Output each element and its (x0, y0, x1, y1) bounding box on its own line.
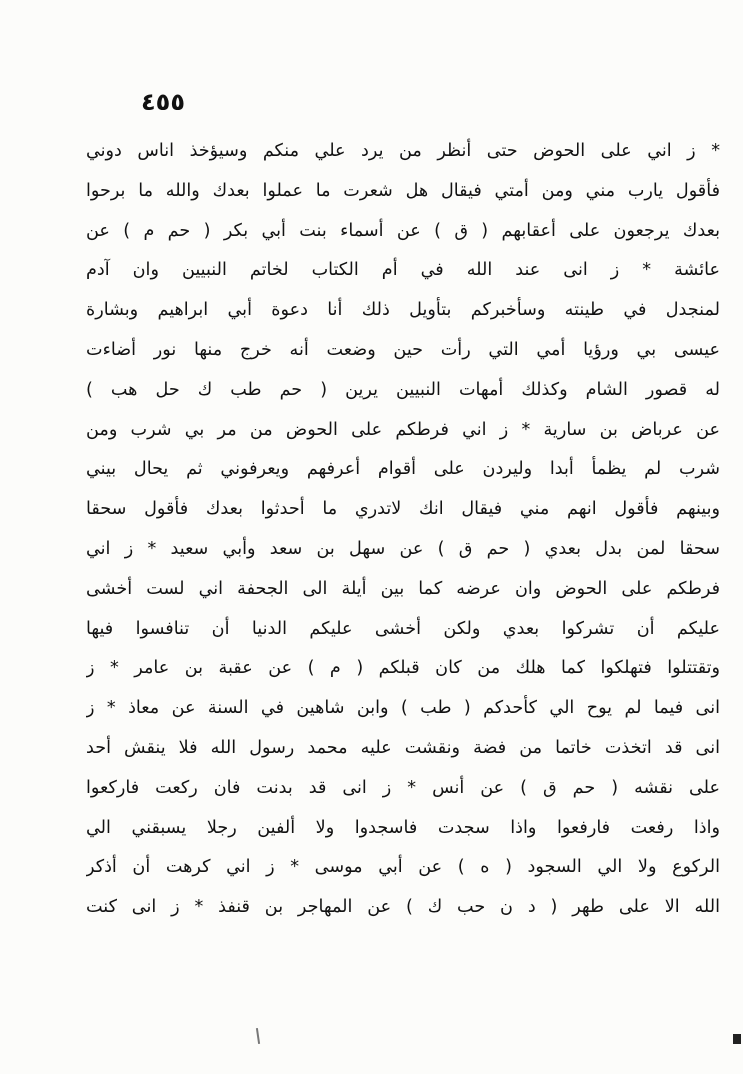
text-line: سحقا لمن بدل بعدي ( حم ق ) عن سهل بن سعد وأبي سعيد * ز اني (86, 538, 720, 559)
text-line: فأقول يارب مني ومن أمتي فيقال هل شعرت ما عملوا بعدك والله ما برحوا (86, 180, 720, 201)
text-line: وتقتتلوا فتهلكوا كما هلك من كان قبلكم ( م ) عن عقبة بن عامر * ز (86, 658, 720, 679)
text-line: عيسى بي ورؤيا أمي التي رأت حين وضعت أنه خرج منها نور أضاءت (86, 339, 720, 360)
text-line: فرطكم على الحوض وان عرضه كما بين أيلة الى الجحفة اني لست أخشى (86, 578, 720, 599)
text-line: على نقشه ( حم ق ) عن أنس * ز انى قد بدنت فان ركعت فاركعوا (86, 777, 720, 798)
text-line: عليكم أن تشركوا بعدي ولكن أخشى عليكم الدنيا أن تنافسوا فيها (86, 618, 720, 639)
text-line: شرب لم يظمأ أبدا وليردن على أقوام أعرفهم ويعرفوني ثم يحال بيني (86, 459, 720, 480)
text-line: الله الا على طهر ( د ن حب ك ) عن المهاجر بن قنفذ * ز انى كنت (86, 897, 720, 918)
text-line: بعدك يرجعون على أعقابهم ( ق ) عن أسماء بنت أبي بكر ( حم م ) عن (86, 220, 720, 241)
text-line: لمنجدل في طينته وسأخبركم بتأويل ذلك أنا دعوة أبي ابراهيم وبشارة (86, 300, 720, 321)
body-text (86, 132, 720, 928)
text-line: عائشة * ز انى عند الله في أم الكتاب لخاتم النبيين وان آدم (86, 260, 720, 281)
text-line: الركوع ولا الي السجود ( ه ) عن أبي موسى * ز اني كرهت أن أذكر (86, 857, 720, 878)
text-line: واذا رفعت فارفعوا واذا سجدت فاسجدوا ولا ألفين رجلا يسبقني الي (86, 817, 720, 838)
text-line: انى فيما لم يوح الي كأحدكم ( طب ) وابن شاهين في السنة عن معاذ * ز (86, 698, 720, 719)
text-line: انى قد اتخذت خاتما من فضة ونقشت عليه محمد رسول الله فلا ينقش أحد (86, 737, 720, 758)
scan-edge-mark (733, 1034, 741, 1044)
text-line: له قصور الشام وكذلك أمهات النبيين يرين ( حم طب ك حل هب ) (86, 379, 720, 400)
text-line: عن عرباض بن سارية * ز اني فرطكم على الحوض من مر بي شرب ومن (86, 419, 720, 440)
text-line: وبينهم فأقول انهم مني فيقال انك لاتدري ما أحدثوا بعدك فأقول سحقا (86, 499, 720, 520)
scan-mark (256, 1028, 260, 1044)
page-number: ٤٥٥ (141, 88, 185, 116)
text-line: * ز اني على الحوض حتى أنظر من يرد علي منكم وسيؤخذ اناس دوني (86, 141, 720, 161)
